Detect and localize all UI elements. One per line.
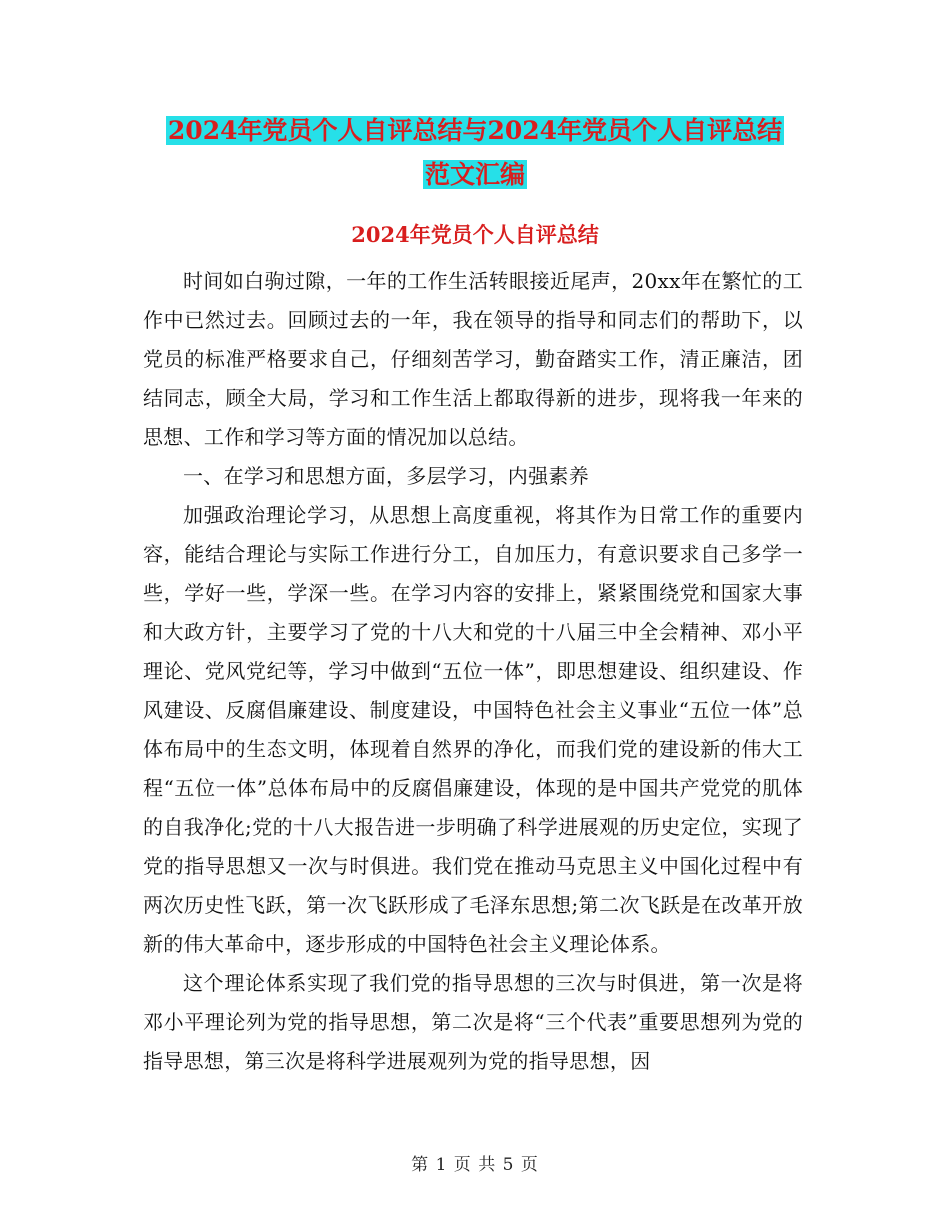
- paragraph-theory: 这个理论体系实现了我们党的指导思想的三次与时俱进，第一次是将邓小平理论列为党的指导思想，第二次是将“三个代表”重要思想列为党的指导思想，第三次是将科学进展观列为党的指导思想，因: [143, 971, 803, 1073]
- document-title-line-1: [100, 111, 850, 151]
- paragraph-intro: 时间如白驹过隙，一年的工作生活转眼接近尾声，20xx年在繁忙的工作中已然过去。回顾过去的一年，我在领导的指导和同志们的帮助下，以党员的标准严格要求自己，仔细刻苦学习，勤奋踏实工作，清正廉洁，团结同志，顾全大局，学习和工作生活上都取得新的进步，现将我一年来的思想、工作和学习等方面的情况加以总结。: [143, 269, 803, 449]
- paragraph-study: 加强政治理论学习，从思想上高度重视，将其作为日常工作的重要内容，能结合理论与实际工作进行分工，自加压力，有意识要求自己多学一些，学好一些，学深一些。在学习内容的安排上，紧紧围绕党和国家大事和大政方针，主要学习了党的十八大和党的十八届三中全会精神、邓小平理论、党风党纪等，学习中做到“五位一体”，即思想建设、组织建设、作风建设、反腐倡廉建设、制度建设，中国特色社会主义事业“五位一体”总体布局中的生态文明，体现着自然界的净化，而我们党的建设新的伟大工程“五位一体”总体布局中的反腐倡廉建设，体现的是中国共产党党的肌体的自我净化;党的十八大报告进一步明确了科学进展观的历史定位，实现了党的指导思想又一次与时俱进。我们党在推动马克思主义中国化过程中有两次历史性飞跃，第一次飞跃形成了毛泽东思想;第二次飞跃是在改革开放新的伟大革命中，逐步形成的中国特色社会主义理论体系。: [143, 503, 803, 956]
- paragraph-subheading: 一、在学习和思想方面，多层学习，内强素养: [183, 464, 589, 488]
- document-title-text-2: 范文汇编: [424, 160, 525, 189]
- document-body: [143, 262, 803, 1081]
- page-footer: 第 1 页 共 5 页: [411, 1155, 539, 1175]
- document-title-line-2: [100, 155, 850, 195]
- section-heading: 2024年党员个人自评总结: [351, 222, 599, 247]
- document-title-text-1: 2024年党员个人自评总结与2024年党员个人自评总结: [167, 116, 783, 145]
